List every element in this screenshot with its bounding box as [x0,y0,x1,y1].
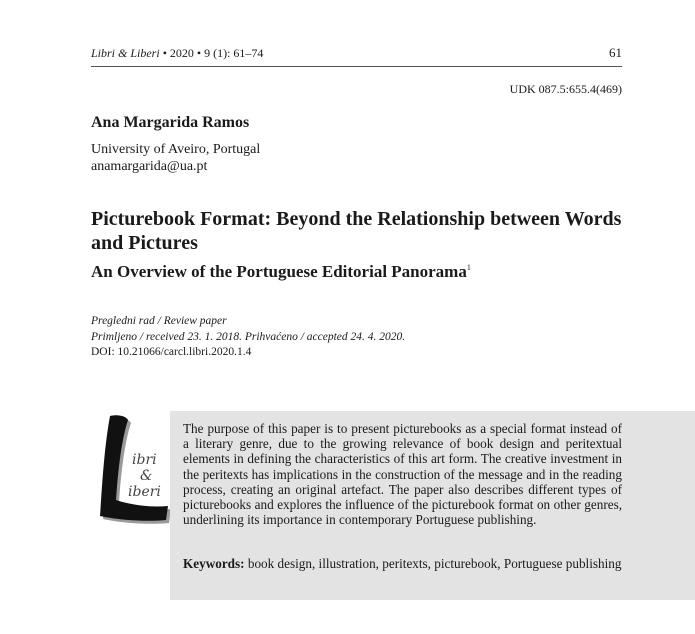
footnote-marker[interactable]: 1 [466,263,471,272]
paper-title: Picturebook Format: Beyond the Relationship between Words and Pictures [91,208,622,254]
journal-name: Libri & Liberi [91,46,160,60]
keywords-label: Keywords: [183,556,245,571]
logo-line-ampersand: & [140,468,153,484]
author-affiliation: University of Aveiro, Portugal [91,142,261,157]
paper-subtitle [91,262,471,282]
libri-liberi-logo [88,408,174,526]
logo-line-libri: ibri [132,452,157,468]
author-name: Ana Margarida Ramos [91,114,250,131]
running-header [91,45,622,61]
paper-type: Pregledni rad / Review paper [91,315,227,327]
page-number: 61 [609,45,622,60]
subtitle-text: An Overview of the Portuguese Editorial Panorama [91,262,467,281]
udk-code: UDK 087.5:655.4(469) [509,82,622,96]
abstract-text: The purpose of this paper is to present picturebooks as a special format instead of a literary genre, due to the growing relevance of book design and peritextual elements in defining the characteristics of this art form. The creative investment in the peritexts has implications in the construction of the message and in the reading process, creating an original artefact. The paper also describes different types of picturebooks and explores the influence of the picturebook format on other genres, underlining its importance in contemporary Portuguese publishing. [183,421,622,528]
author-affiliation-block [91,141,260,175]
author-email[interactable]: anamargarida@ua.pt [91,159,208,174]
keywords-text: book design, illustration, peritexts, picturebook, Portuguese publishing [247,556,622,571]
journal-issue: • 2020 • 9 (1): 61–74 [162,46,264,60]
keywords [183,556,622,571]
received-accepted-dates: Primljeno / received 23. 1. 2018. Prihvaćeno / accepted 24. 4. 2020. [91,330,406,343]
header-rule [91,66,622,67]
logo-line-liberi: iberi [128,484,161,500]
article-metadata [91,314,405,361]
doi[interactable]: DOI: 10.21066/carcl.libri.2020.1.4 [91,346,252,358]
